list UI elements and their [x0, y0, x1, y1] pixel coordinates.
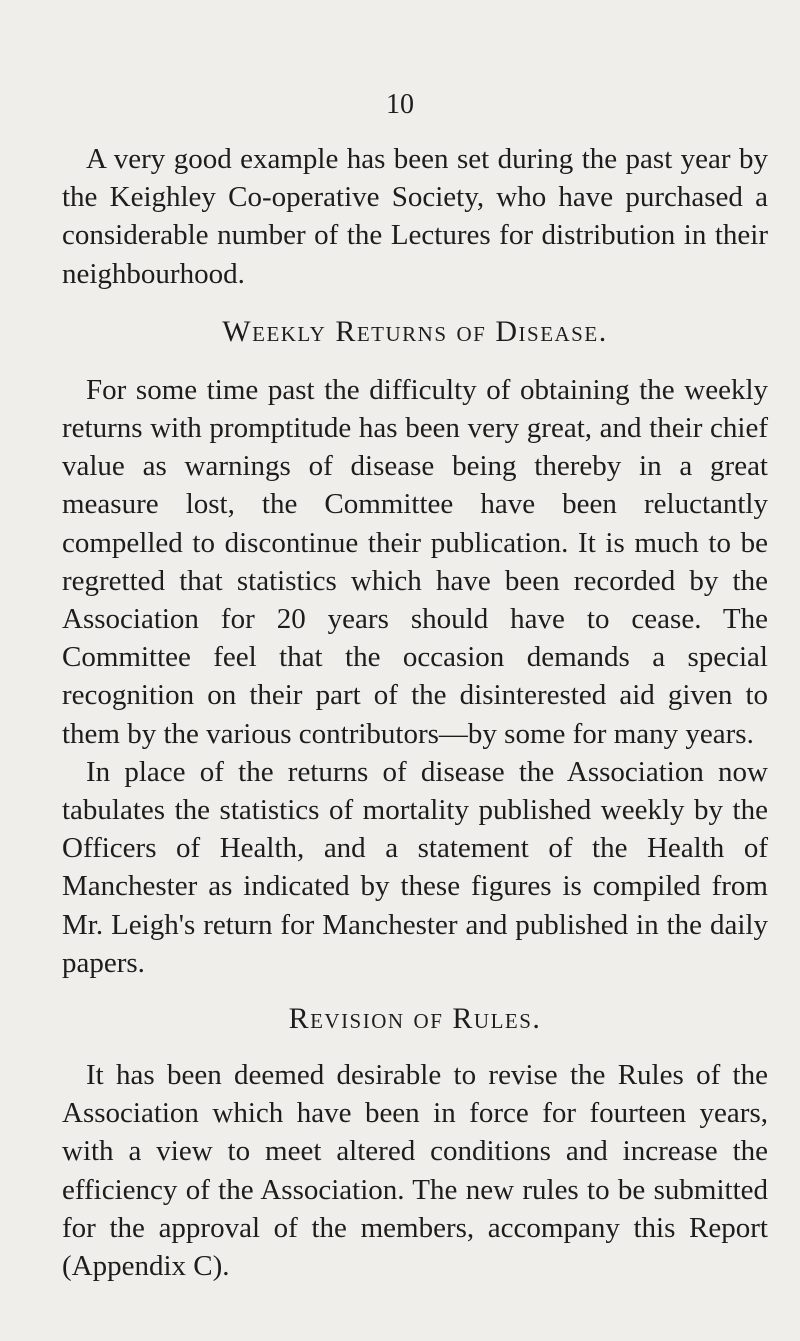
revision-paragraph: It has been deemed desirable to revise the Rules of the Association which have been in force for fourteen years, with a view to meet altered conditions and increase the efficiency of the Association. The new rules to be submitted for the approval of the members, accompany this Report (Appendix C). — [62, 1059, 768, 1283]
intro-paragraph: A very good example has been set during the past year by the Keighley Co-operative Society, who have purchased a considerable number of the Lectures for distribution in their neighbourhood. — [62, 143, 768, 290]
section-heading-revision: Revision of Rules. — [288, 1002, 542, 1036]
document-body — [62, 140, 768, 1285]
section-heading-weekly-returns: Weekly Returns of Disease. — [222, 314, 608, 348]
weekly-returns-paragraph-1: For some time past the difficulty of obtaining the weekly returns with promptitude has been very great, and their chief value as warnings of disease being thereby in a great measure lost, the Committee have been reluctantly compelled to discontinue their publication. It is much to be regretted that statistics which have been recorded by the Association for 20 years should have to cease. The Committee feel that the occasion demands a special recognition on their part of the disinterested aid given to them by the various contributors—by some for many years. — [62, 373, 768, 750]
weekly-returns-paragraph-2: In place of the returns of disease the Association now tabulates the statistics of mortality published weekly by the Officers of Health, and a statement of the Health of Manchester as indicated by these figures is compiled from Mr. Leigh's return for Manchester and published in the daily papers. — [62, 755, 768, 979]
page-number: 10 — [386, 89, 414, 120]
